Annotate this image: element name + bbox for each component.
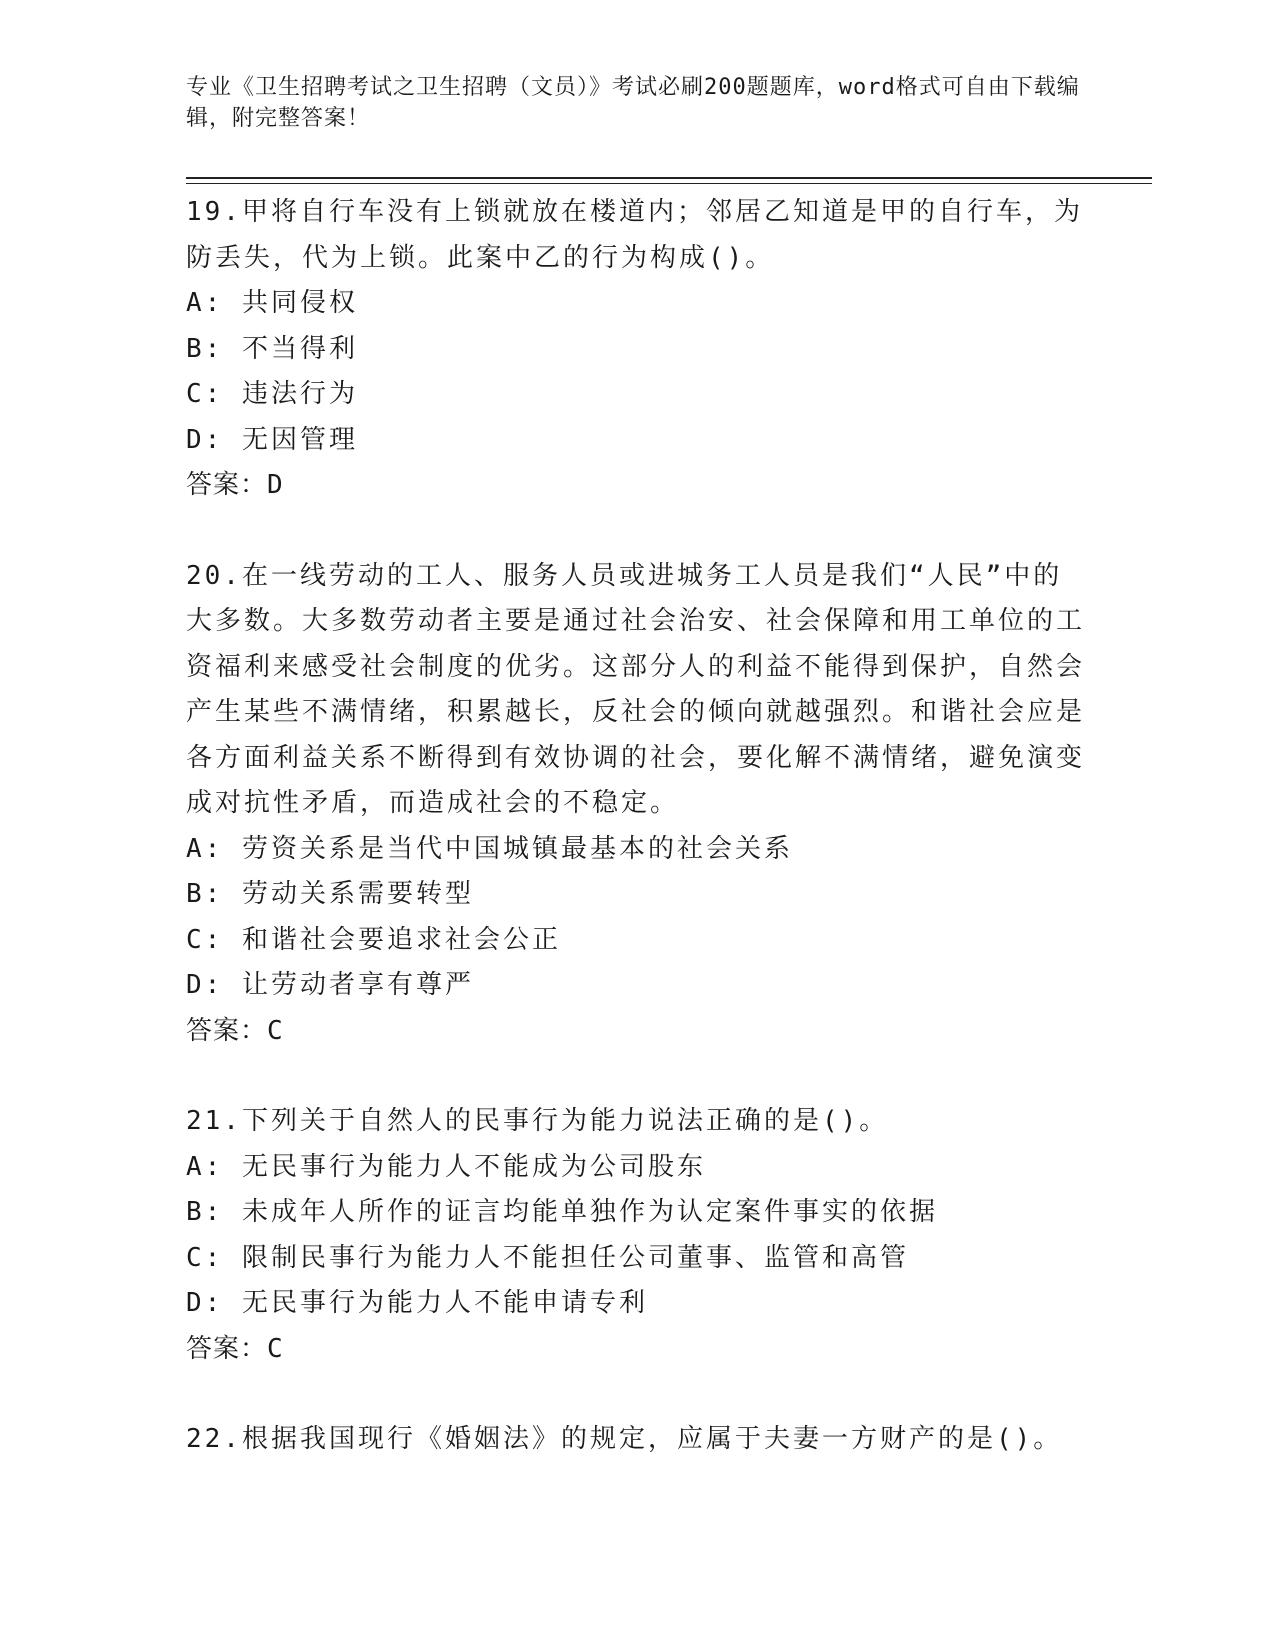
header-text: 专业《卫生招聘考试之卫生招聘（文员）》考试必刷200题题库，word格式可自由下载编辑，附完整答案！	[186, 75, 1080, 131]
question-spacer	[186, 509, 1086, 554]
header-divider-thick	[186, 177, 1152, 179]
question-19	[186, 190, 1086, 509]
question-stem: 21.下列关于自然人的民事行为能力说法正确的是()。	[186, 1106, 889, 1136]
document-header	[186, 72, 1086, 134]
answer: 答案：D	[186, 470, 284, 500]
option-b: B: 未成年人所作的证言均能单独作为认定案件事实的依据	[186, 1197, 938, 1227]
question-stem: 20.在一线劳动的工人、服务人员或进城务工人员是我们“人民”中的大多数。大多数劳动者主要是通过社会治安、社会保障和用工单位的工资福利来感受社会制度的优劣。这部分人的利益不能得到保护，自然会产生某些不满情绪，积累越长，反社会的倾向就越强烈。和谐社会应是各方面利益关系不断得到有效协调的社会，要化解不满情绪，避免演变成对抗性矛盾，而造成社会的不稳定。	[186, 560, 1086, 818]
option-c: C: 和谐社会要追求社会公正	[186, 924, 561, 955]
option-a: A: 共同侵权	[186, 288, 358, 318]
question-stem: 19.甲将自行车没有上锁就放在楼道内；邻居乙知道是甲的自行车，为防丢失，代为上锁。此案中乙的行为构成()。	[186, 197, 1083, 273]
question-21	[186, 1099, 1086, 1372]
option-c: C: 限制民事行为能力人不能担任公司董事、监管和高管	[186, 1242, 909, 1273]
question-list	[186, 190, 1086, 1463]
option-b: B: 不当得利	[186, 333, 358, 364]
answer: 答案：C	[186, 1015, 284, 1046]
question-spacer	[186, 1372, 1086, 1417]
question-22	[186, 1417, 1086, 1463]
question-spacer	[186, 1054, 1086, 1099]
question-20	[186, 554, 1086, 1055]
option-d: D: 无因管理	[186, 424, 358, 455]
header-divider-thin	[186, 183, 1152, 184]
option-a: A: 无民事行为能力人不能成为公司股东	[186, 1151, 706, 1182]
option-d: D: 无民事行为能力人不能申请专利	[186, 1288, 648, 1318]
option-c: C: 违法行为	[186, 379, 358, 409]
option-d: D: 让劳动者享有尊严	[186, 970, 474, 1000]
option-a: A: 劳资关系是当代中国城镇最基本的社会关系	[186, 833, 793, 864]
question-stem: 22.根据我国现行《婚姻法》的规定，应属于夫妻一方财产的是()。	[186, 1424, 1063, 1454]
answer: 答案：C	[186, 1333, 284, 1364]
option-b: B: 劳动关系需要转型	[186, 879, 474, 909]
